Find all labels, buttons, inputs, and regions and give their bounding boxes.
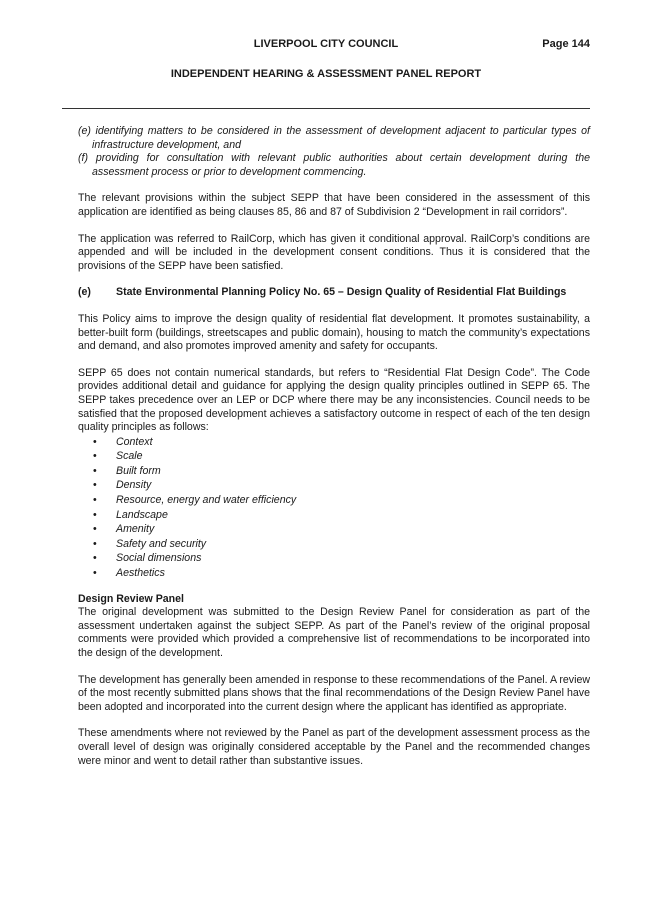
paragraph-sepp-provisions: The relevant provisions within the subject SEPP that have been considered in the assessment of this application are identified as being clauses 85, 86 and 87 of Subdivision 2 “Development in rail corridors”.: [78, 192, 590, 218]
aim-item-f: (f) providing for consultation with relevant public authorities about certain development during the assessment process or prior to development commencing.: [78, 152, 590, 178]
paragraph-railcorp: The application was referred to RailCorp, which has given it conditional approval. RailCorp’s conditions are appended and will be included in the development consent conditions. Thus it is considered that the provisions of the SEPP have been satisfied.: [78, 232, 590, 272]
bullet-icon: •: [93, 450, 97, 463]
list-item: • Context: [93, 435, 153, 448]
design-principles-list: [78, 435, 590, 581]
paragraph-policy-aims: This Policy aims to improve the design quality of residential flat development. It promotes sustainability, a better-built form (buildings, streetscapes and public domain), housing to match the community’s expectations and demand, and also promotes improved amenity and safety for occupants.: [78, 312, 590, 353]
bullet-icon: •: [93, 523, 97, 536]
list-item: • Scale: [93, 450, 143, 463]
section-title: State Environmental Planning Policy No. 65 – Design Quality of Residential Flat Buildings: [116, 286, 567, 299]
aim-item-e: (e) identifying matters to be considered in the assessment of development adjacent to particular types of infrastructure development, and: [78, 125, 590, 151]
report-body: [78, 125, 590, 781]
bullet-icon: •: [93, 537, 97, 550]
bullet-icon: •: [93, 479, 97, 492]
section-heading: [78, 286, 590, 300]
bullet-icon: •: [93, 508, 97, 521]
bullet-icon: •: [93, 464, 97, 477]
list-item: • Built form: [93, 464, 161, 477]
list-item: • Density: [93, 479, 152, 492]
paragraph-drp-amendments: These amendments where not reviewed by the Panel as part of the development assessment process as the overall level of design was originally considered acceptable by the Panel and the recommended changes were minor and went to detail rather than substantive issues.: [78, 727, 590, 767]
report-title: INDEPENDENT HEARING & ASSESSMENT PANEL REPORT: [170, 68, 482, 80]
list-item: • Landscape: [93, 508, 168, 521]
paragraph-sepp65-code: SEPP 65 does not contain numerical standards, but refers to “Residential Flat Design Code”. The Code provides additional detail and guidance for applying the design quality principles outlined in SEPP 65. The SEPP takes precedence over an LEP or DCP where there may be any inconsistencies. Council needs to be satisfied that the proposed development achieves a satisfactory outcome in respect of each of the ten design quality principles as follows:: [78, 366, 590, 434]
page-number: Page 144: [542, 38, 590, 50]
list-item: • Safety and security: [93, 537, 207, 550]
council-name: LIVERPOOL CITY COUNCIL: [253, 38, 399, 50]
list-item: • Resource, energy and water efficiency: [93, 494, 297, 507]
bullet-icon: •: [93, 567, 97, 580]
list-item: • Amenity: [93, 523, 155, 536]
header-divider: [62, 108, 590, 109]
bullet-icon: •: [93, 494, 97, 507]
bullet-icon: •: [93, 435, 97, 448]
list-item: • Social dimensions: [93, 552, 202, 565]
design-review-panel-heading: Design Review Panel: [78, 592, 184, 605]
paragraph-drp-amended: The development has generally been amended in response to these recommendations of the Panel. A review of the most recently submitted plans shows that the final recommendations of the Design Review Panel have been adopted and incorporated into the current design where the applicant has identified as appropriate.: [78, 673, 590, 713]
paragraph-drp-original: The original development was submitted to the Design Review Panel for consideration as part of the assessment undertaken against the subject SEPP. As part of the Panel’s review of the original proposal comments were provided which provided a comprehensive list of recommendations to be incorporated into the design of the development.: [78, 606, 590, 659]
list-item: • Aesthetics: [93, 567, 165, 580]
section-number: (e): [78, 286, 91, 299]
bullet-icon: •: [93, 552, 97, 565]
